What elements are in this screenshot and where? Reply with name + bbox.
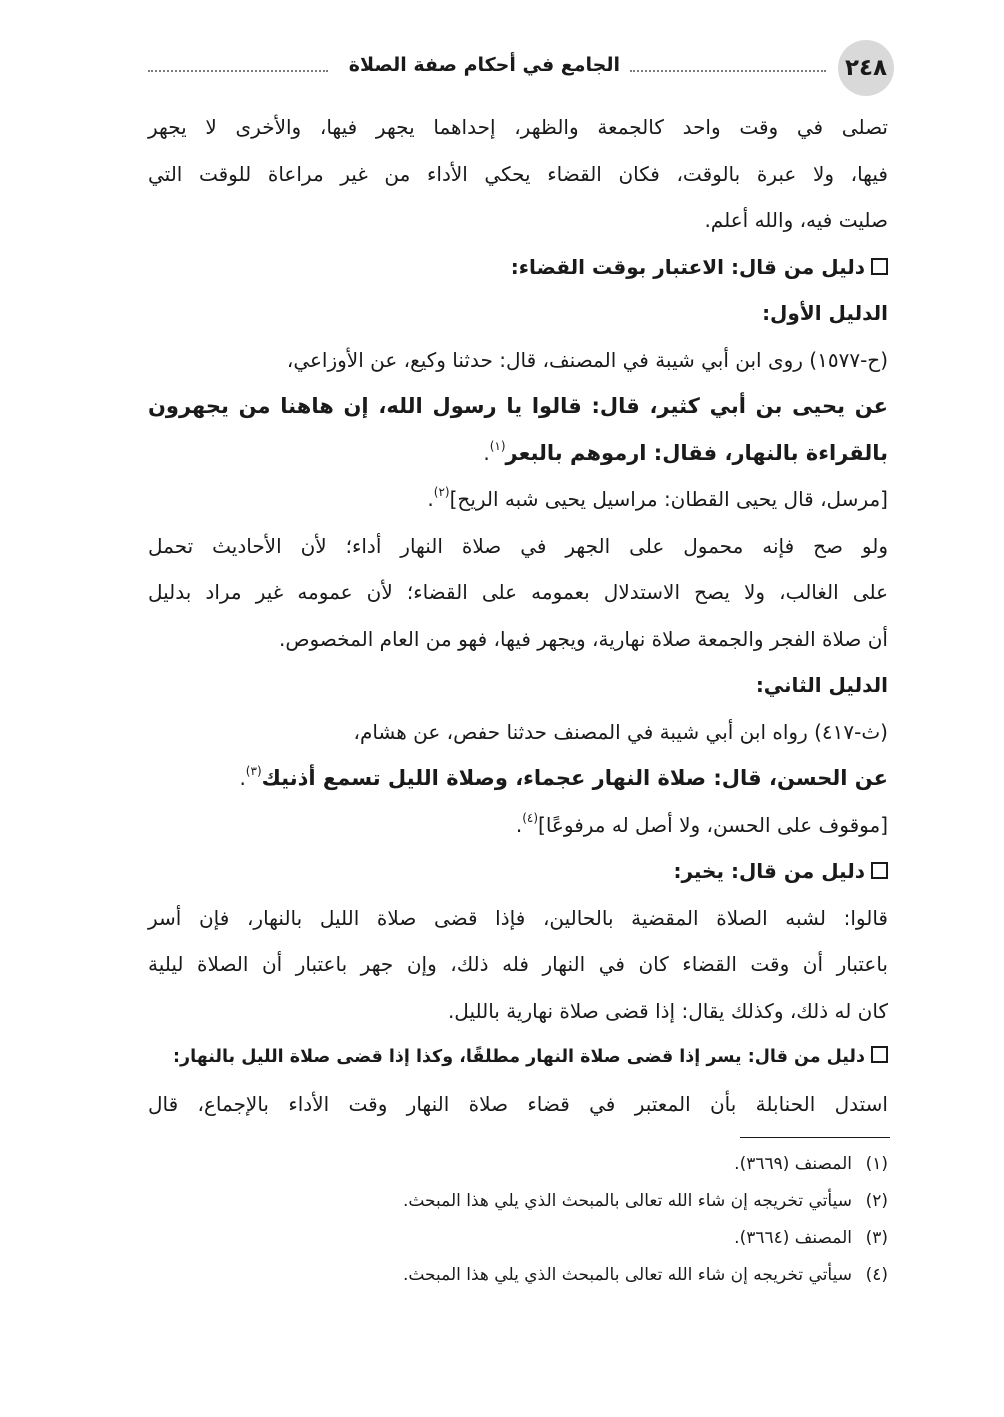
text-line: استدل الحنابلة بأن المعتبر في قضاء صلاة النهار وقت الأداء بالإجماع، قال [148,1091,888,1116]
section-heading [148,848,888,895]
footnote-number: (١) [865,1154,888,1174]
text-line: ولو صح فإنه محمول على الجهر في صلاة النهار أداء؛ لأن الأحاديث تحمل [148,533,888,558]
grading-note: [مرسل، قال يحيى القطان: مراسيل يحيى شبه الريح]$^{(٢)}$. [427,485,888,511]
checkbox-square-icon [871,258,888,275]
text-line: أن صلاة الفجر والجمعة صلاة نهارية، ويجهر فيها، فهو من العام المخصوص. [278,626,888,651]
checkbox-square-icon [871,1046,888,1063]
footnote [148,1257,888,1294]
athar-chain: (ث-٤١٧) رواه ابن أبي شيبة في المصنف حدثنا حفص، عن هشام، [353,719,888,744]
subheading: الدليل الثاني: [755,673,888,697]
hadith-text-end: بالقراءة بالنهار، فقال: ارموهم بالبعر [505,440,888,465]
text-line: باعتبار أن وقت القضاء كان في النهار فله ذلك، وإن جهر باعتبار أن الصلاة ليلية [148,952,888,976]
text-line: على الغالب، ولا يصح الاستدلال بعمومه على القضاء؛ لأن عمومه غير مراد بدليل [148,580,888,604]
heading-text: دليل من قال: الاعتبار بوقت القضاء: [510,254,865,279]
footnote-text: المصنف (٣٦٦٤). [734,1228,852,1248]
footnote [148,1220,888,1257]
running-title: الجامع في أحكام صفة الصلاة [348,54,620,76]
book-page [148,40,888,1294]
footnote-text: سيأتي تخريجه إن شاء الله تعالى بالمبحث الذي يلي هذا المبحث. [402,1265,852,1285]
footnotes [148,1146,888,1294]
hadith-text: عن يحيى بن أبي كثير، قال: قالوا يا رسول الله، إن هاهنا من يجهرون [148,394,888,418]
footnote-ref[interactable]: (٤) [522,810,539,825]
checkbox-square-icon [871,862,888,879]
hadith-chain: (ح-١٥٧٧) روى ابن أبي شيبة في المصنف، قال: حدثنا وكيع، عن الأوزاعي، [286,347,888,372]
footnote-ref[interactable]: (١) [489,438,506,453]
subheading: الدليل الأول: [762,301,888,325]
heading-text: دليل من قال: يخير: [673,859,865,883]
text-line: صليت فيه، والله أعلم. [704,208,888,232]
heading-text: دليل من قال: يسر إذا قضى صلاة النهار مطلقًا، وكذا إذا قضى صلاة الليل بالنهار: [173,1047,865,1067]
footnote [148,1146,888,1183]
footnote-ref[interactable]: (٣) [245,764,262,778]
footnote-ref[interactable]: (٢) [433,485,450,499]
text-line: قالوا: لشبه الصلاة المقضية بالحالين، فإذا قضى صلاة الليل بالنهار، فإن أسر [148,905,888,930]
athar-text-bold: عن الحسن، قال: صلاة النهار عجماء، وصلاة الليل تسمع أذنيك [261,766,888,790]
grading-text: [مرسل، قال يحيى القطان: مراسيل يحيى شبه الريح] [449,487,888,511]
page-number: ٢٤٨ [838,40,894,96]
running-header [148,40,888,104]
footnote-text: المصنف (٣٦٦٩). [734,1154,852,1174]
header-dotted-rule [630,70,826,72]
text-line: تصلى في وقت واحد كالجمعة والظهر، إحداهما يجهر فيها، والأخرى لا يجهر [148,115,888,139]
footnote-number: (٤) [865,1265,888,1285]
footnote-text: سيأتي تخريجه إن شاء الله تعالى بالمبحث الذي يلي هذا المبحث. [402,1191,852,1211]
athar-text: عن الحسن، قال: صلاة النهار عجماء، وصلاة الليل تسمع أذنيك$^{(٣)}$. [239,764,888,790]
header-dotted-rule [148,70,328,72]
text-line: فيها، ولا عبرة بالوقت، فكان القضاء يحكي الأداء من غير مراعاة للوقت التي [148,161,888,186]
footnote [148,1183,888,1220]
grading-note: [موقوف على الحسن، ولا أصل له مرفوعًا]$^{(٤)}$. [515,810,888,837]
section-heading [148,1034,888,1081]
section-heading [148,244,888,291]
footnote-number: (٢) [865,1191,888,1211]
footnote-separator [740,1137,890,1138]
footnote-number: (٣) [865,1228,888,1248]
hadith-text: بالقراءة بالنهار، فقال: ارموهم بالبعر$^{(١)}$. [483,438,888,465]
main-text [148,104,888,1127]
text-line: كان له ذلك، وكذلك يقال: إذا قضى صلاة نهارية بالليل. [447,998,888,1023]
grading-text: [موقوف على الحسن، ولا أصل له مرفوعًا] [538,812,888,837]
